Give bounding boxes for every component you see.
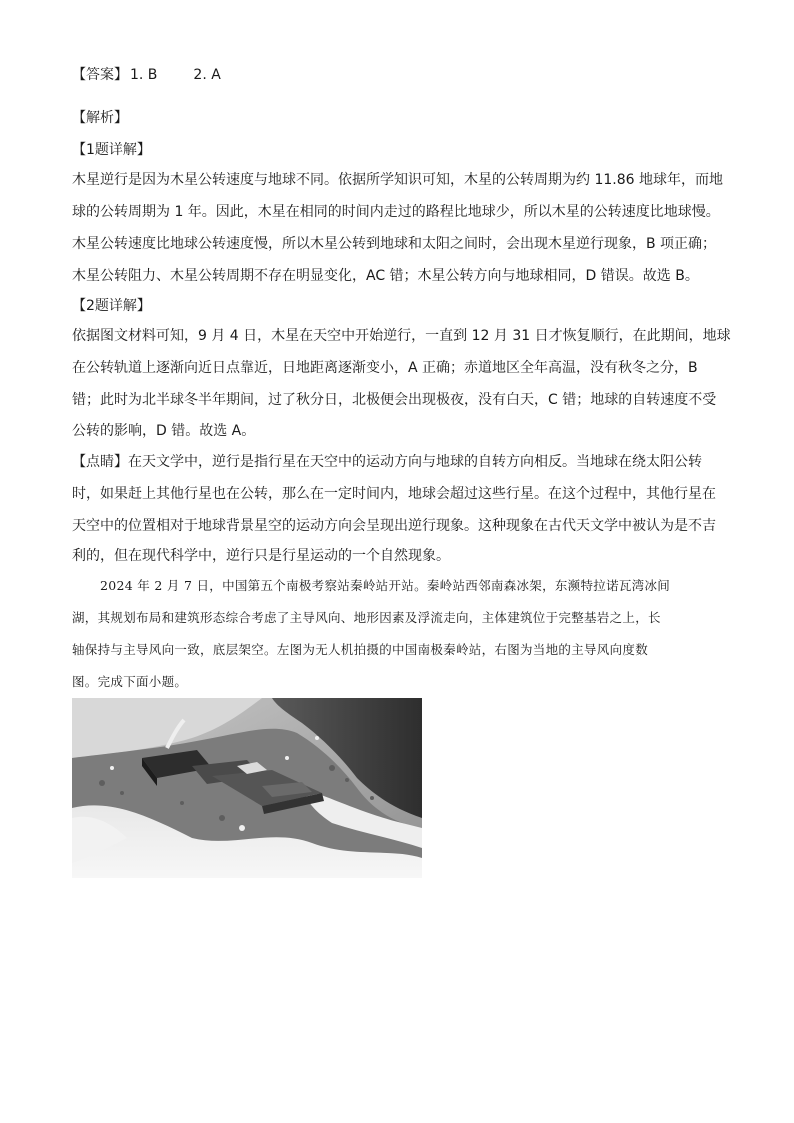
answer-q1: 1. B	[130, 67, 158, 83]
dianjing-text: 在天文学中，逆行是指行星在天空中的运动方向与地球的自转方向相反。当地球在绕太阳公转	[128, 454, 702, 470]
q1-line: 木星逆行是因为木星公转速度与地球不同。依据所学知识可知，木星的公转周期为约 11.86 地球年，而地	[72, 172, 723, 188]
answer-label: 【答案】	[72, 67, 128, 83]
dianjing-line: 天空中的位置相对于地球背景星空的运动方向会呈现出逆行现象。这种现象在古代天文学中被认为是不吉	[72, 518, 716, 534]
q2-line: 在公转轨道上逐渐向近日点靠近，日地距离逐渐变小，A 正确；赤道地区全年高温，没有秋冬之分，B	[72, 360, 698, 376]
q1-heading: 【1题详解】	[72, 142, 151, 158]
q1-line: 球的公转周期为 1 年。因此，木星在相同的时间内走过的路程比地球少，所以木星的公转速度比地球慢。	[72, 204, 720, 220]
q2-heading: 【2题详解】	[72, 298, 151, 314]
material-line: 图。完成下面小题。	[72, 674, 188, 689]
q1-line: 木星公转速度比地球公转速度慢，所以木星公转到地球和太阳之间时，会出现木星逆行现象，B 项正确；	[72, 236, 717, 252]
q2-line: 依据图文材料可知，9 月 4 日，木星在天空中开始逆行，一直到 12 月 31 日才恢复顺行，在此期间，地球	[72, 328, 731, 344]
material-line: 湖，其规划布局和建筑形态综合考虑了主导风向、地形因素及浮流走向，主体建筑位于完整基岩之上，长	[72, 610, 661, 625]
q2-line: 错；此时为北半球冬半年期间，过了秋分日，北极便会出现极夜，没有白天，C 错；地球的自转速度不受	[72, 392, 717, 408]
analysis-label: 【解析】	[72, 110, 128, 126]
material-line: 2024 年 2 月 7 日，中国第五个南极考察站秦岭站开站。秦岭站西邻南森冰架，东濒特拉诺瓦湾冰间	[100, 578, 671, 593]
answer-line	[72, 65, 722, 85]
dianjing-line: 时，如果赶上其他行星也在公转，那么在一定时间内，地球会超过这些行星。在这个过程中，其他行星在	[72, 486, 716, 502]
dianjing-first-line	[72, 452, 722, 472]
answer-q2: 2. A	[193, 67, 221, 83]
dianjing-label: 【点睛】	[72, 454, 128, 470]
q1-line: 木星公转阻力、木星公转周期不存在明显变化，AC 错；木星公转方向与地球相同，D 错误。故选 B。	[72, 268, 699, 284]
station-aerial-image	[72, 698, 422, 878]
q2-line: 公转的影响，D 错。故选 A。	[72, 423, 256, 439]
dianjing-line: 利的，但在现代科学中，逆行只是行星运动的一个自然现象。	[72, 548, 450, 564]
material-line: 轴保持与主导风向一致，底层架空。左图为无人机拍摄的中国南极秦岭站，右图为当地的主导风向度数	[72, 642, 649, 657]
qinling-station-photo	[72, 698, 422, 878]
